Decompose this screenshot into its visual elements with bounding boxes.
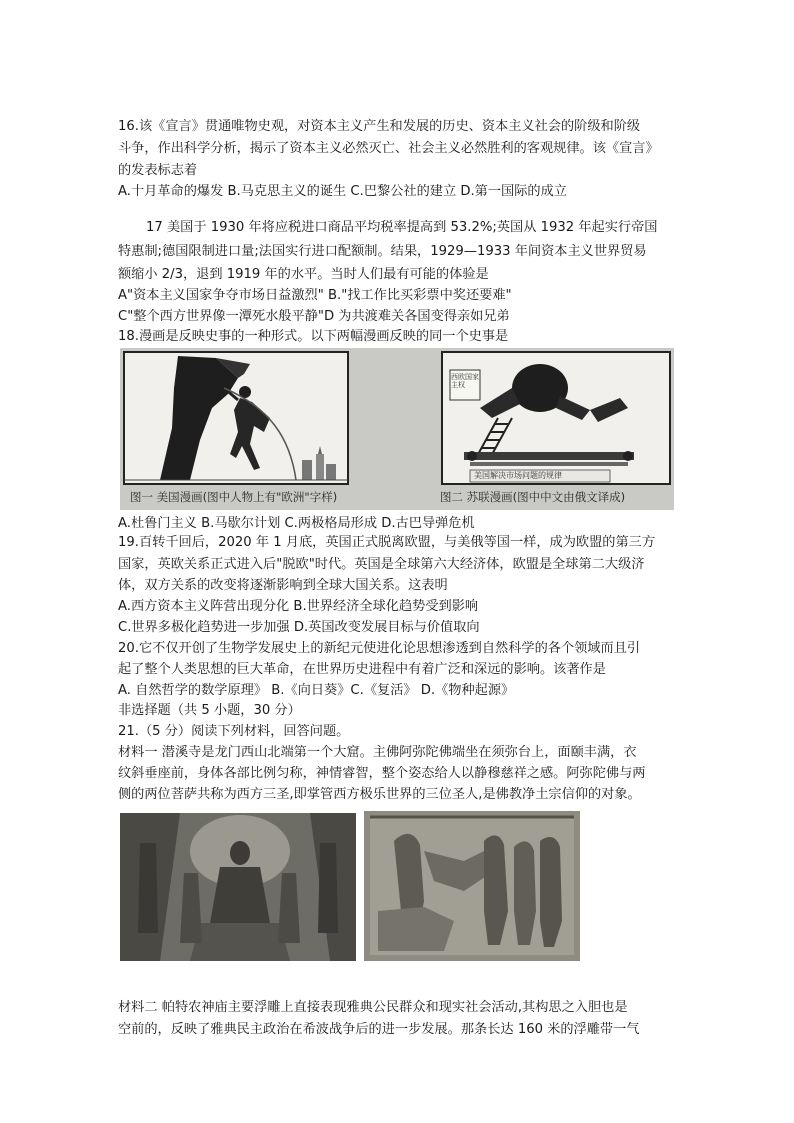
- cartoon-soviet-illustration: [442, 352, 670, 484]
- fig2-caption: 图二 苏联漫画(图中中文由俄文译成): [440, 490, 626, 504]
- q20-options: A. 自然哲学的数学原理》 B.《向日葵》C.《复活》 D.《物种起源》: [118, 683, 515, 698]
- parthenon-frieze-illustration: [364, 811, 580, 961]
- q17-options-1: A"资本主义国家争夺市场日益激烈" B."找工作比买彩票中奖还要难": [118, 288, 512, 303]
- parthenon-frieze-photo: [364, 811, 580, 961]
- q18-options: A.杜鲁门主义 B.马歇尔计划 C.两极格局形成 D.古巴导弹危机: [118, 516, 475, 531]
- q16-line-2: 斗争，作出科学分析，揭示了资本主义必然灭亡、社会主义必然胜利的客观规律。该《宣言》: [118, 141, 659, 156]
- q21-material1-line-1: 材料一 潜溪寺是龙门西山北端第一个大窟。主佛阿弥陀佛端坐在须弥台上，面颐丰满，衣: [118, 745, 637, 760]
- buddha-cave-illustration: [120, 813, 356, 961]
- q19-line-1: 19.百转千回后，2020 年 1 月底，英国正式脱离欧盟，与美俄等国一样，成为欧盟的第三方: [118, 535, 656, 550]
- q21-line-1: 21.（5 分）阅读下列材料，回答问题。: [118, 724, 350, 739]
- q19-line-3: 体，双方关系的改变将逐渐影响到全球大国关系。这表明: [118, 578, 448, 593]
- q19-options-1: A.西方资本主义阵营出现分化 B.世界经济全球化趋势受到影响: [118, 599, 479, 614]
- q17-line-3: 额缩小 2/3，退到 1919 年的水平。当时人们最有可能的体验是: [118, 267, 489, 282]
- q19-options-2: C.世界多极化趋势进一步加强 D.英国改变发展目标与价值取向: [118, 620, 480, 635]
- q21-material1-line-2: 纹斜垂座前，身体各部比例匀称，神情睿智，整个姿态给人以静穆慈祥之感。阿弥陀佛与两: [118, 766, 646, 781]
- q17-line-1: 17 美国于 1930 年将应税进口商品平均税率提高到 53.2%;英国从 1932 年起实行帝国: [146, 220, 658, 235]
- buddha-cave-photo: [120, 813, 356, 961]
- q19-line-2: 国家，英欧关系正式进入后"脱欧"时代。英国是全球第六大经济体，欧盟是全球第二大级济: [118, 557, 645, 572]
- fig2-label-market: 美国解决市场问题的规律: [474, 471, 562, 480]
- cartoon-climber-illustration: [124, 352, 348, 484]
- q20-line-2: 起了整个人类思想的巨大革命，在世界历史进程中有着广泛和深远的影响。该著作是: [118, 662, 606, 677]
- q17-options-2: C"整个西方世界像一潭死水般平静"D 为共渡难关各国变得亲如兄弟: [118, 309, 510, 324]
- cartoon-strip-illustration: [120, 348, 674, 510]
- fig2-label-sovereignty: 西欧国家主权: [451, 373, 479, 389]
- q18-cartoon-strip: [120, 348, 674, 510]
- section-heading: 非选择题（共 5 小题，30 分）: [118, 703, 301, 718]
- q18-line-1: 18.漫画是反映史事的一种形式。以下两幅漫画反映的同一个史事是: [118, 329, 509, 344]
- q16-line-3: 的发表标志着: [118, 163, 198, 178]
- q21-material2-line-1: 材料二 帕特农神庙主要浮雕上直接表现雅典公民群众和现实社会活动,其构思之入胆也是: [118, 1000, 628, 1015]
- fig1-caption: 图一 美国漫画(图中人物上有"欧洲"字样): [130, 490, 338, 504]
- q21-material2-line-2: 空前的，反映了雅典民主政治在希波战争后的进一步发展。那条长达 160 米的浮雕带一气: [118, 1022, 640, 1037]
- q16-options: A.十月革命的爆发 B.马克思主义的诞生 C.巴黎公社的建立 D.第一国际的成立: [118, 184, 567, 199]
- q20-line-1: 20.它不仅开创了生物学发展史上的新纪元使进化论思想渗透到自然科学的各个领域而且引: [118, 641, 641, 656]
- q16-line-1: 16.该《宣言》贯通唯物史观，对资本主义产生和发展的历史、资本主义社会的阶级和阶级: [118, 119, 641, 134]
- q17-line-2: 特惠制;德国限制进口量;法国实行进口配额制。结果，1929—1933 年间资本主义世界贸易: [118, 244, 647, 259]
- q21-material1-line-3: 侧的两位菩萨共称为西方三圣,即掌管西方极乐世界的三位圣人,是佛教净土宗信仰的对象。: [118, 787, 641, 802]
